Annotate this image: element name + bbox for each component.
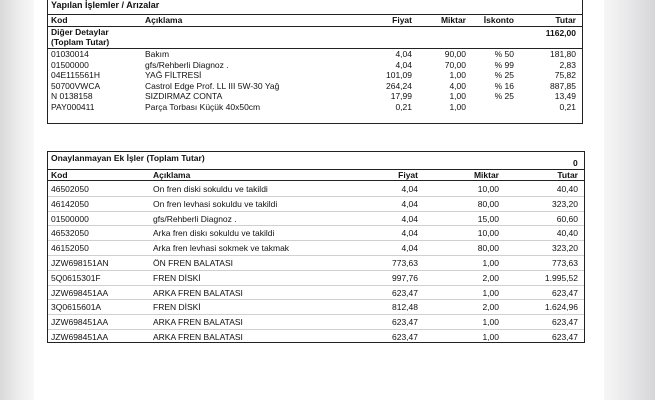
cell-aciklama: Arka fren diskı sokuldu ve takildi <box>153 228 275 239</box>
header-tutar: Tutar <box>555 15 576 25</box>
cell-tutar: 2,83 <box>559 59 576 70</box>
table-row <box>48 49 582 60</box>
cell-aciklama: ÖN FREN BALATASI <box>153 257 233 268</box>
other-details-row <box>48 26 582 49</box>
cell-miktar: 1,00 <box>449 101 466 112</box>
cell-aciklama: Parça Torbası Küçük 40x50cm <box>145 101 261 112</box>
cell-tutar: 40,40 <box>556 184 578 194</box>
table-row <box>48 60 582 71</box>
cell-tutar: 1.995,52 <box>544 272 578 283</box>
unapproved-work-title: Onaylanmayan Ek İşler (Toplam Tutar) <box>51 153 205 163</box>
cell-miktar: 2,00 <box>482 302 499 313</box>
cell-tutar: 40,40 <box>556 228 578 239</box>
work-done-title: Yapılan İşlemler / Arızalar <box>51 0 160 10</box>
cell-fiyat: 4,04 <box>401 213 418 224</box>
cell-miktar: 90,00 <box>444 49 466 59</box>
cell-miktar: 10,00 <box>477 228 499 239</box>
cell-miktar: 1,00 <box>482 287 499 298</box>
table-row <box>48 271 584 286</box>
cell-kod: 46142050 <box>51 198 89 209</box>
cell-aciklama: SIZDIRMAZ CONTA <box>145 91 223 101</box>
work-done-rows <box>48 49 582 112</box>
page-shadow-left <box>0 0 34 400</box>
header-tutar: Tutar <box>557 170 578 180</box>
cell-fiyat: 4,04 <box>395 59 412 70</box>
cell-kod: JZW698451AA <box>51 317 109 328</box>
cell-aciklama: gfs/Rehberli Diagnoz . <box>145 59 229 70</box>
other-details-total: 1162,00 <box>545 28 576 38</box>
cell-kod: 5Q0615301F <box>51 272 101 283</box>
cell-iskonto: % 99 <box>494 59 514 70</box>
cell-tutar: 623,47 <box>552 331 578 342</box>
cell-iskonto: % 50 <box>494 49 514 59</box>
cell-tutar: 1.624,96 <box>544 302 578 313</box>
cell-aciklama: On fren diski sokuldu ve takildi <box>153 184 268 194</box>
work-done-table <box>47 0 583 124</box>
table-row <box>48 300 584 315</box>
unapproved-rows <box>48 182 584 344</box>
cell-kod: 01030014 <box>51 49 89 59</box>
table-row <box>48 81 582 92</box>
cell-kod: JZW698151AN <box>51 257 109 268</box>
cell-kod: 46532050 <box>51 228 89 239</box>
header-iskonto: İskonto <box>483 15 514 25</box>
table-row <box>48 286 584 301</box>
cell-fiyat: 4,04 <box>401 198 418 209</box>
unapproved-work-total: 0 <box>573 158 578 168</box>
table-row <box>48 182 584 197</box>
cell-tutar: 887,85 <box>550 80 576 91</box>
cell-aciklama: gfs/Rehberli Diagnoz . <box>153 213 237 224</box>
cell-fiyat: 773,63 <box>392 257 418 268</box>
cell-fiyat: 17,99 <box>390 91 412 101</box>
other-details-label: Diğer Detaylar <box>51 27 109 37</box>
cell-tutar: 623,47 <box>552 287 578 298</box>
cell-fiyat: 623,47 <box>392 287 418 298</box>
cell-fiyat: 623,47 <box>392 317 418 328</box>
table-row <box>48 212 584 227</box>
cell-miktar: 80,00 <box>477 198 499 209</box>
cell-miktar: 2,00 <box>482 272 499 283</box>
cell-kod: 50700VWCA <box>51 80 101 91</box>
cell-kod: 01500000 <box>51 59 89 70</box>
table-row <box>48 197 584 212</box>
cell-tutar: 75,82 <box>554 70 576 80</box>
cell-tutar: 773,63 <box>552 257 578 268</box>
document-sheet <box>40 0 604 400</box>
cell-tutar: 181,80 <box>550 49 576 59</box>
cell-miktar: 80,00 <box>477 243 499 254</box>
page-shadow-right <box>601 0 655 400</box>
cell-fiyat: 997,76 <box>392 272 418 283</box>
cell-kod: JZW698451AA <box>51 331 109 342</box>
unapproved-work-table <box>47 151 585 343</box>
header-miktar: Miktar <box>473 170 499 180</box>
cell-iskonto: % 25 <box>494 91 514 101</box>
cell-kod: 46502050 <box>51 184 89 194</box>
header-aciklama: Açıklama <box>153 170 191 180</box>
cell-miktar: 1,00 <box>482 331 499 342</box>
table-row <box>48 226 584 241</box>
cell-kod: N 0138158 <box>51 91 93 101</box>
cell-tutar: 323,20 <box>552 198 578 209</box>
cell-fiyat: 264,24 <box>386 80 412 91</box>
header-miktar: Miktar <box>440 15 466 25</box>
table-row <box>48 102 582 113</box>
cell-aciklama: On fren levhasi sokuldu ve takildi <box>153 198 278 209</box>
header-fiyat: Fiyat <box>398 170 418 180</box>
cell-fiyat: 4,04 <box>395 49 412 59</box>
cell-fiyat: 101,09 <box>386 70 412 80</box>
cell-kod: 04E115561H <box>51 70 100 80</box>
cell-tutar: 0,21 <box>559 101 576 112</box>
cell-kod: 3Q0615601A <box>51 302 102 313</box>
cell-tutar: 323,20 <box>552 243 578 254</box>
header-fiyat: Fiyat <box>392 15 412 25</box>
table-row <box>48 241 584 256</box>
table-row <box>48 256 584 271</box>
table-row <box>48 330 584 344</box>
cell-kod: 46152050 <box>51 243 89 254</box>
cell-miktar: 70,00 <box>444 59 466 70</box>
cell-aciklama: Arka fren levhasi sokmek ve takmak <box>153 243 290 254</box>
cell-tutar: 60,60 <box>556 213 578 224</box>
cell-aciklama: YAĞ FİLTRESİ <box>145 70 202 80</box>
cell-aciklama: Bakım <box>145 49 170 59</box>
cell-kod: JZW698451AA <box>51 287 109 298</box>
table-row <box>48 70 582 81</box>
header-kod: Kod <box>51 170 68 180</box>
cell-miktar: 15,00 <box>477 213 499 224</box>
cell-tutar: 13,49 <box>554 91 576 101</box>
header-kod: Kod <box>51 15 68 25</box>
cell-aciklama: Castrol Edge Prof. LL III 5W-30 Yağ <box>145 80 280 91</box>
total-amount-label: (Toplam Tutar) <box>51 37 110 47</box>
table-row <box>48 315 584 330</box>
cell-fiyat: 623,47 <box>392 331 418 342</box>
cell-fiyat: 0,21 <box>395 101 412 112</box>
cell-miktar: 1,00 <box>482 257 499 268</box>
cell-miktar: 10,00 <box>477 184 499 194</box>
cell-iskonto: % 16 <box>494 80 514 91</box>
cell-fiyat: 4,04 <box>401 184 418 194</box>
cell-aciklama: ARKA FREN BALATASI <box>153 331 243 342</box>
cell-aciklama: FREN DİSKİ <box>153 302 201 313</box>
cell-miktar: 1,00 <box>482 317 499 328</box>
header-aciklama: Açıklama <box>145 15 183 25</box>
cell-aciklama: ARKA FREN BALATASI <box>153 317 243 328</box>
unapproved-header-row <box>48 169 584 181</box>
table-row <box>48 91 582 102</box>
cell-iskonto: % 25 <box>494 70 514 80</box>
cell-miktar: 1,00 <box>449 70 466 80</box>
cell-aciklama: ARKA FREN BALATASI <box>153 287 243 298</box>
cell-kod: 01500000 <box>51 213 89 224</box>
cell-miktar: 1,00 <box>449 91 466 101</box>
cell-tutar: 623,47 <box>552 317 578 328</box>
cell-fiyat: 4,04 <box>401 228 418 239</box>
cell-miktar: 4,00 <box>449 80 466 91</box>
cell-fiyat: 812,48 <box>392 302 418 313</box>
cell-fiyat: 4,04 <box>401 243 418 254</box>
cell-kod: PAY000411 <box>51 101 95 112</box>
cell-aciklama: FREN DİSKİ <box>153 272 201 283</box>
